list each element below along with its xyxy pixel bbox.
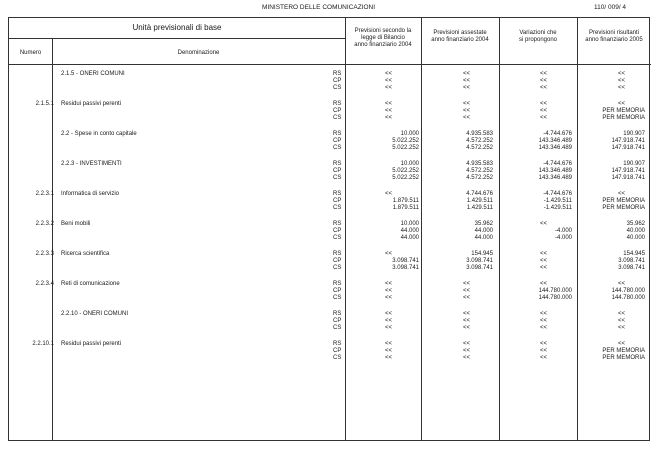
value: << [540,318,548,324]
row-number: 2.2.10.1 [32,341,54,347]
table-row [9,311,651,341]
value: << [540,311,548,317]
value-cell-v1 [347,131,419,152]
value: << [618,78,626,84]
table-row [9,131,651,161]
value: 143.346.489 [538,138,572,144]
value: 44.000 [400,228,419,234]
row-code: CP [333,78,342,84]
value: 143.346.489 [538,145,572,151]
value-cell-v4 [575,251,645,272]
value: -4.000 [554,235,572,241]
page-reference: 110/ 009/ 4 [594,4,627,11]
row-description: Beni mobili [61,221,91,227]
value: PER MEMORIA [602,355,645,361]
row-code: CP [333,348,342,354]
row-code: RS [333,71,342,77]
row-codes [333,311,345,332]
value: 1.429.511 [466,198,493,204]
value: PER MEMORIA [602,348,645,354]
value-cell-v1 [347,101,419,122]
value: 10.000 [400,161,419,167]
row-code: CS [333,295,342,301]
value: -1.429.511 [543,205,572,211]
value: 44.000 [400,235,419,241]
value: 147.918.741 [611,138,645,144]
value: << [385,101,393,107]
row-number: 2.2.3.3 [35,251,54,257]
value-cell-v4 [575,71,645,92]
row-codes [333,341,345,362]
value: 143.346.489 [538,168,572,174]
row-number: 2.1.5.1 [35,101,54,107]
row-description: 2.2.10 - ONERI COMUNI [61,311,129,317]
value: << [385,295,393,301]
value-cell-v1 [347,251,419,272]
value-cell-v1 [347,161,419,182]
row-code: CP [333,228,342,234]
header-line: anno finanziario 2005 [585,37,643,43]
value: << [618,85,626,91]
header-line: anno finanziario 2004 [431,37,489,43]
value-cell-v2 [425,191,493,212]
table-row [9,161,651,191]
value: -1.429.511 [543,198,572,204]
value: << [385,348,393,354]
value-cell-v2 [425,281,493,302]
value-cell-v2 [425,251,493,272]
row-code: RS [333,191,342,197]
value: 40.000 [626,235,645,241]
value: << [385,341,393,347]
row-description: 2.2 - Spese in conto capitale [61,131,137,137]
value-cell-v4 [575,221,645,242]
value-cell-v3 [495,341,572,362]
value-cell-v4 [575,311,645,332]
value: << [540,281,548,287]
value-cell-v3 [495,71,572,92]
value-cell-v1 [347,71,419,92]
value: 5.022.252 [392,168,419,174]
header-line: anno finanziario 2004 [354,42,412,48]
value: << [540,265,548,271]
row-code: CP [333,318,342,324]
value: << [385,311,393,317]
row-code: CP [333,108,342,114]
row-code: RS [333,131,342,137]
value: << [463,341,471,347]
ministry-title: MINISTERO DELLE COMUNICAZIONI [262,4,376,11]
value-cell-v4 [575,101,645,122]
row-description: Residui passivi perenti [61,341,122,347]
row-code: CS [333,145,342,151]
value: << [463,288,471,294]
row-number: 2.2.3.2 [35,221,54,227]
value-cell-v2 [425,71,493,92]
value: << [385,318,393,324]
header-line: si propongono [518,37,558,43]
row-number: 2.2.3.4 [35,281,54,287]
value: 144.780.000 [538,288,572,294]
row-description: 2.2.3 - INVESTIMENTI [61,161,122,167]
row-code: RS [333,311,342,317]
value-cell-v1 [347,191,419,212]
value: << [618,101,626,107]
value: << [540,348,548,354]
header-line: Previsioni assestate [433,30,487,36]
value: << [540,108,548,114]
row-code: RS [333,281,342,287]
table-row [9,191,651,221]
value: << [463,71,471,77]
value: << [463,325,471,331]
value-cell-v3 [495,281,572,302]
value-cell-v3 [495,161,572,182]
row-code: CP [333,138,342,144]
value: << [540,78,548,84]
table-row [9,221,651,251]
value: << [385,108,393,114]
value: << [385,288,393,294]
value: << [385,191,393,197]
value-cell-v3 [495,251,572,272]
value: -4.744.676 [543,191,572,197]
value: << [540,341,548,347]
row-code: CS [333,175,342,181]
row-description: Residui passivi perenti [61,101,122,107]
value: 144.780.000 [611,295,645,301]
value: << [540,71,548,77]
value: 10.000 [400,221,419,227]
row-code: CS [333,325,342,331]
header-line: Previsioni secondo la [354,28,412,34]
row-code: RS [333,251,342,257]
row-code: CS [333,85,342,91]
value: 190.907 [623,161,645,167]
value: 3.098.741 [392,258,419,264]
value: << [463,311,471,317]
value: 147.918.741 [611,175,645,181]
value: 5.022.252 [392,145,419,151]
header-line: Previsioni risultanti [588,30,640,36]
value: << [540,325,548,331]
value: 3.098.741 [618,258,645,264]
value-cell-v3 [495,101,572,122]
value: PER MEMORIA [602,108,645,114]
value-cell-v2 [425,221,493,242]
value: 3.098.741 [466,265,493,271]
value: 4.935.583 [466,131,493,137]
col-header-prev-assestate [421,30,499,44]
value: 4.572.252 [466,175,493,181]
value: 147.918.741 [611,168,645,174]
value: << [463,115,471,121]
value: << [618,311,626,317]
value: 4.935.583 [466,161,493,167]
value: 144.780.000 [538,295,572,301]
value-cell-v4 [575,281,645,302]
col-header-numero: Numero [19,50,42,56]
value: << [463,85,471,91]
value-cell-v1 [347,311,419,332]
table-row [9,71,651,101]
value: << [618,318,626,324]
row-description: Ricerca scientifica [61,251,110,257]
value: -4.744.676 [543,131,572,137]
row-number: 2.2.3.1 [35,191,54,197]
value: 5.022.252 [392,138,419,144]
value: << [540,221,548,227]
row-codes [333,71,345,92]
row-codes [333,251,345,272]
value: 143.346.489 [538,175,572,181]
value: << [618,281,626,287]
value-cell-v4 [575,131,645,152]
value: << [463,295,471,301]
value-cell-v1 [347,281,419,302]
value: << [618,325,626,331]
value: << [385,71,393,77]
value: 4.572.252 [466,168,493,174]
section-title: Unità previsionali di base [132,23,222,32]
row-code: RS [333,161,342,167]
value: << [385,355,393,361]
value: << [540,258,548,264]
value: << [540,85,548,91]
col-header-prev-risultanti [577,30,651,44]
row-code: CP [333,288,342,294]
value: 3.098.741 [392,265,419,271]
header-line: Variazioni che [519,30,557,36]
value-cell-v2 [425,341,493,362]
value: -4.744.676 [543,161,572,167]
row-code: CS [333,115,342,121]
value: << [463,78,471,84]
row-description: Reti di comunicazione [61,281,120,287]
row-codes [333,161,345,182]
value: 40.000 [626,228,645,234]
value: << [618,341,626,347]
value-cell-v1 [347,221,419,242]
value-cell-v3 [495,221,572,242]
value: PER MEMORIA [602,205,645,211]
value: << [618,71,626,77]
value: 1.879.511 [392,198,419,204]
value: 44.000 [474,235,493,241]
value: << [463,355,471,361]
value: 3.098.741 [466,258,493,264]
row-code: RS [333,341,342,347]
value-cell-v1 [347,341,419,362]
value: << [385,251,393,257]
row-codes [333,131,345,152]
value: << [385,78,393,84]
table-row [9,281,651,311]
value: << [385,281,393,287]
value: 4.572.252 [466,145,493,151]
row-codes [333,221,345,242]
value-cell-v2 [425,101,493,122]
value: << [618,191,626,197]
table-row [9,341,651,371]
row-codes [333,191,345,212]
value: << [385,85,393,91]
row-description: 2.1.5 - ONERI COMUNI [61,71,125,77]
value: << [385,325,393,331]
row-code: CP [333,258,342,264]
col-header-variazioni [499,30,577,44]
value-cell-v3 [495,191,572,212]
value: 190.907 [623,131,645,137]
value-cell-v2 [425,131,493,152]
value: 144.780.000 [611,288,645,294]
value-cell-v3 [495,311,572,332]
table-row [9,101,651,131]
value: << [463,108,471,114]
value: PER MEMORIA [602,198,645,204]
col-header-prev-bilancio [345,28,421,49]
row-code: RS [333,221,342,227]
value: 4.572.252 [466,138,493,144]
value: 35.962 [626,221,645,227]
divider [9,64,651,65]
value: << [385,115,393,121]
value: 4.744.676 [466,191,493,197]
value: 10.000 [400,131,419,137]
value-cell-v4 [575,191,645,212]
row-code: CP [333,198,342,204]
value: << [540,115,548,121]
value: PER MEMORIA [602,115,645,121]
value: 1.879.511 [392,205,419,211]
divider [9,38,345,39]
row-code: RS [333,101,342,107]
value-cell-v4 [575,341,645,362]
value: 154.945 [623,251,645,257]
value-cell-v4 [575,161,645,182]
row-code: CP [333,168,342,174]
value: 147.918.741 [611,145,645,151]
value: 35.962 [474,221,493,227]
value: 1.429.511 [466,205,493,211]
value: << [463,318,471,324]
value: << [463,348,471,354]
value: -4.000 [554,228,572,234]
value-cell-v2 [425,161,493,182]
row-code: CS [333,265,342,271]
row-codes [333,281,345,302]
value: 154.945 [471,251,493,257]
col-header-denominazione: Denominazione [177,50,220,56]
value: 3.098.741 [618,265,645,271]
value: << [540,251,548,257]
value: 44.000 [474,228,493,234]
row-code: CS [333,235,342,241]
value-cell-v2 [425,311,493,332]
value: << [463,281,471,287]
budget-table [8,17,650,441]
row-codes [333,101,345,122]
value: << [540,101,548,107]
value: << [463,101,471,107]
row-code: CS [333,205,342,211]
row-description: Informatica di servizio [61,191,120,197]
value: 5.022.252 [392,175,419,181]
table-row [9,251,651,281]
header-line: legge di Bilancio [361,35,405,41]
row-code: CS [333,355,342,361]
value: << [540,355,548,361]
value-cell-v3 [495,131,572,152]
